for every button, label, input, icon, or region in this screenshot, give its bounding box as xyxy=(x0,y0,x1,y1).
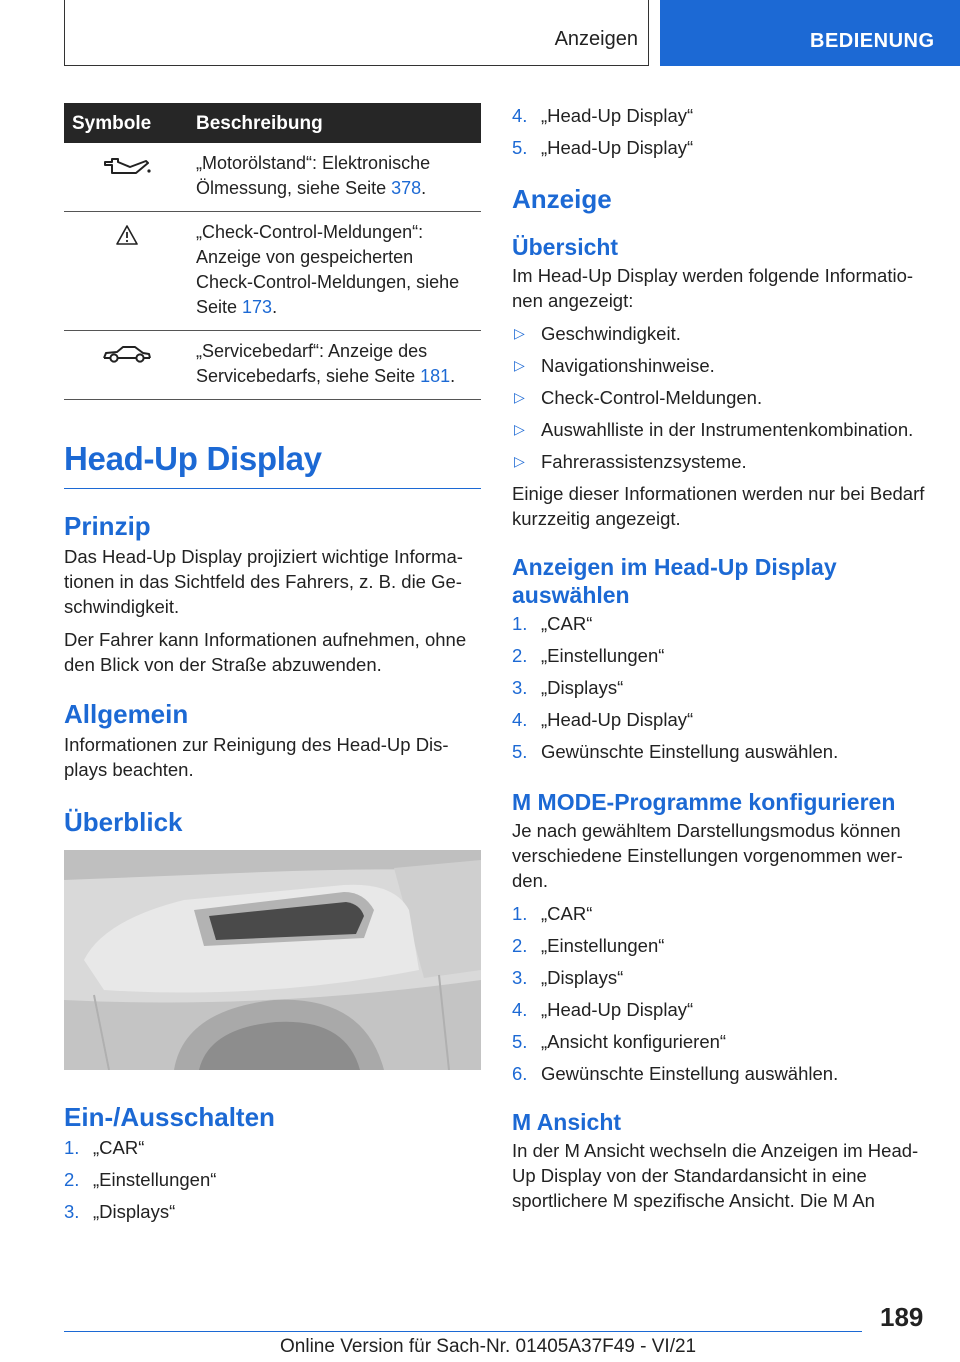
table-row xyxy=(64,143,481,212)
list-item: 4. „Head-Up Display“ xyxy=(512,709,694,730)
heading-m-mode-programme: M MODE-Programme konfigurieren xyxy=(512,789,896,815)
heading-ueberblick: Überblick xyxy=(64,807,183,837)
left-column xyxy=(64,103,481,1231)
footer-online-version: Online Version für Sach-Nr. 01405A37F49 - VI/21 xyxy=(280,1336,697,1357)
warning-triangle-icon xyxy=(115,224,139,253)
list-item: ▷ Auswahlliste in der Instrumentenkombination. xyxy=(514,419,914,440)
list-item: 4. „Head-Up Display“ xyxy=(512,999,694,1020)
head-up-display-photo xyxy=(64,850,481,1070)
list-item: ▷ Fahrerassistenzsysteme. xyxy=(514,451,747,472)
list-item: ▷ Navigationshinweise. xyxy=(514,355,715,376)
steps-continued xyxy=(512,103,932,160)
heading-m-ansicht: M Ansicht xyxy=(512,1109,622,1135)
heading-anzeige: Anzeige xyxy=(512,184,612,214)
list-item: 4. „Head-Up Display“ xyxy=(512,105,694,126)
list-item: 1. „CAR“ xyxy=(64,1137,145,1158)
steps-anzeigen-auswaehlen xyxy=(512,611,932,764)
list-item: 2. „Einstellungen“ xyxy=(512,935,665,956)
list-item: 2. „Einstellungen“ xyxy=(512,645,665,666)
paragraph-allgemein: Informationen zur Reinigung des Head-Up Displays beachten. xyxy=(64,734,449,780)
heading-uebersicht: Übersicht xyxy=(512,234,619,260)
list-item: 5. „Head-Up Display“ xyxy=(512,137,694,158)
list-item: 3. „Displays“ xyxy=(512,967,624,988)
table-header-symbole: Symbole xyxy=(64,103,188,143)
list-item: ▷ Geschwindigkeit. xyxy=(514,323,681,344)
paragraph-m-ansicht: In der M Ansicht wechseln die Anzeigen im Head-Up Display von der Standardansicht in eine sportlichere M spezifische Ansicht. Die M An xyxy=(512,1140,919,1211)
header-section-title: Anzeigen xyxy=(554,28,638,50)
paragraph-m-mode: Je nach gewähltem Darstellungsmodus können verschiedene Einstellungen vorgenommen werden. xyxy=(512,820,903,891)
paragraph-bullets-after: Einige dieser Informationen werden nur bei Bedarf kurzzeitig angezeigt. xyxy=(512,483,925,529)
bullet-list-informationen xyxy=(512,321,932,474)
list-item: 1. „CAR“ xyxy=(512,613,593,634)
page-link-378[interactable]: 378 xyxy=(391,178,422,198)
right-column xyxy=(512,103,932,1221)
page-link-181[interactable]: 181 xyxy=(420,366,451,386)
footer-divider xyxy=(64,1331,862,1332)
heading-prinzip: Prinzip xyxy=(64,511,151,541)
list-item: 1. „CAR“ xyxy=(512,903,593,924)
paragraph-prinzip-1: Das Head-Up Display projiziert wichtige Informationen in das Sichtfeld des Fahrers, z. B. die Geschwindigkeit. xyxy=(64,546,463,617)
header-chapter-tab: BEDIENUNG xyxy=(660,0,960,66)
paragraph-uebersicht: Im Head-Up Display werden folgende Informationen angezeigt: xyxy=(512,265,914,311)
list-item: 3. „Displays“ xyxy=(512,677,624,698)
symbol-table xyxy=(64,103,481,400)
steps-m-mode xyxy=(512,901,932,1086)
page-number: 189 xyxy=(880,1302,924,1332)
steps-ein-ausschalten xyxy=(64,1135,481,1224)
section-title-head-up-display: Head-Up Display xyxy=(64,440,481,489)
list-item: 2. „Einstellungen“ xyxy=(64,1169,217,1190)
list-item: 3. „Displays“ xyxy=(64,1201,176,1222)
list-item: ▷ Check-Control-Meldungen. xyxy=(514,387,763,408)
table-header-beschreibung: Beschreibung xyxy=(188,103,481,143)
table-row xyxy=(64,331,481,400)
car-service-icon xyxy=(101,343,153,372)
heading-ein-ausschalten: Ein-/Ausschalten xyxy=(64,1102,275,1132)
table-cell-description: „Check-Control-Meldungen“: Anzeige von gespeicherten Check-Control-Meldungen, siehe Seite 173. xyxy=(188,212,481,331)
list-item: 6. Gewünschte Einstellung auswählen. xyxy=(512,1063,839,1084)
table-row xyxy=(64,212,481,331)
paragraph-prinzip-2: Der Fahrer kann Informationen aufnehmen, ohne den Blick von der Straße abzuwenden. xyxy=(64,629,467,675)
table-cell-description: „Motorölstand“: Elektronische Ölmessung, siehe Seite 378. xyxy=(188,143,481,212)
heading-allgemein: Allgemein xyxy=(64,699,189,729)
page-link-173[interactable]: 173 xyxy=(242,297,273,317)
list-item: 5. Gewünschte Einstellung auswählen. xyxy=(512,741,839,762)
oil-can-icon xyxy=(102,155,152,184)
list-item: 5. „Ansicht konfigurieren“ xyxy=(512,1031,727,1052)
table-cell-description: „Servicebedarf“: Anzeige des Servicebedarfs, siehe Seite 181. xyxy=(188,331,481,400)
heading-anzeigen-auswaehlen: Anzeigen im Head-Up Display auswählen xyxy=(512,554,837,608)
